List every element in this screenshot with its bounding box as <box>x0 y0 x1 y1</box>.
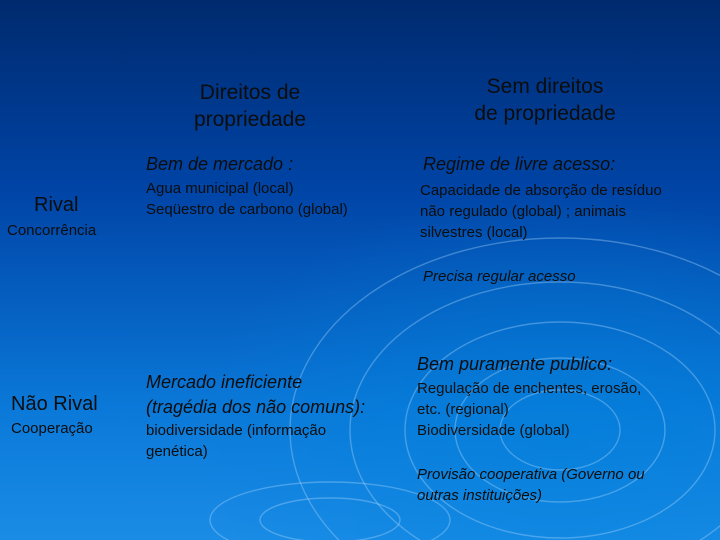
cell-note-cooperative-provision <box>417 464 645 506</box>
cell-body-inefficient-market <box>146 420 326 462</box>
column-header-no-property-rights <box>425 73 665 127</box>
cell-note-line: outras instituições) <box>417 487 543 504</box>
cell-line: Regulação de enchentes, erosão, <box>417 380 642 397</box>
cell-line: Seqüestro de carbono (global) <box>146 201 348 218</box>
cell-body-pure-public-good <box>417 378 641 441</box>
row-sublabel-rival: Concorrência <box>7 222 97 239</box>
cell-line: silvestres (local) <box>420 224 528 241</box>
cell-body-open-access <box>420 180 662 243</box>
cell-title-line: (tragédia dos não comuns): <box>146 397 366 417</box>
column-header-line: propriedade <box>193 108 307 131</box>
cell-title-open-access: Regime de livre acesso: <box>423 154 616 174</box>
row-label-non-rival: Não Rival <box>11 393 98 415</box>
cell-note-regulate-access: Precisa regular acesso <box>423 268 576 285</box>
column-header-line: de propriedade <box>474 102 616 125</box>
column-header-property-rights <box>150 79 350 133</box>
cell-line: biodiversidade (informação <box>146 422 327 439</box>
cell-body-market-good <box>146 178 348 220</box>
cell-title-market-good: Bem de mercado : <box>146 154 294 174</box>
cell-title-inefficient-market <box>146 370 365 420</box>
cell-line: Biodiversidade (global) <box>417 422 570 439</box>
row-sublabel-non-rival: Cooperação <box>11 420 93 437</box>
row-label-rival: Rival <box>34 194 79 216</box>
cell-title-line: Mercado ineficiente <box>146 372 303 392</box>
cell-line: Agua municipal (local) <box>146 180 294 197</box>
column-header-line: Sem direitos <box>486 75 604 98</box>
cell-note-line: Provisão cooperativa (Governo ou <box>417 466 645 483</box>
cell-line: etc. (regional) <box>417 401 509 418</box>
cell-line: genética) <box>146 443 208 460</box>
column-header-line: Direitos de <box>199 81 301 104</box>
cell-line: Capacidade de absorção de resíduo <box>420 182 662 199</box>
cell-title-pure-public-good: Bem puramente publico: <box>417 354 613 374</box>
cell-line: não regulado (global) ; animais <box>420 203 626 220</box>
